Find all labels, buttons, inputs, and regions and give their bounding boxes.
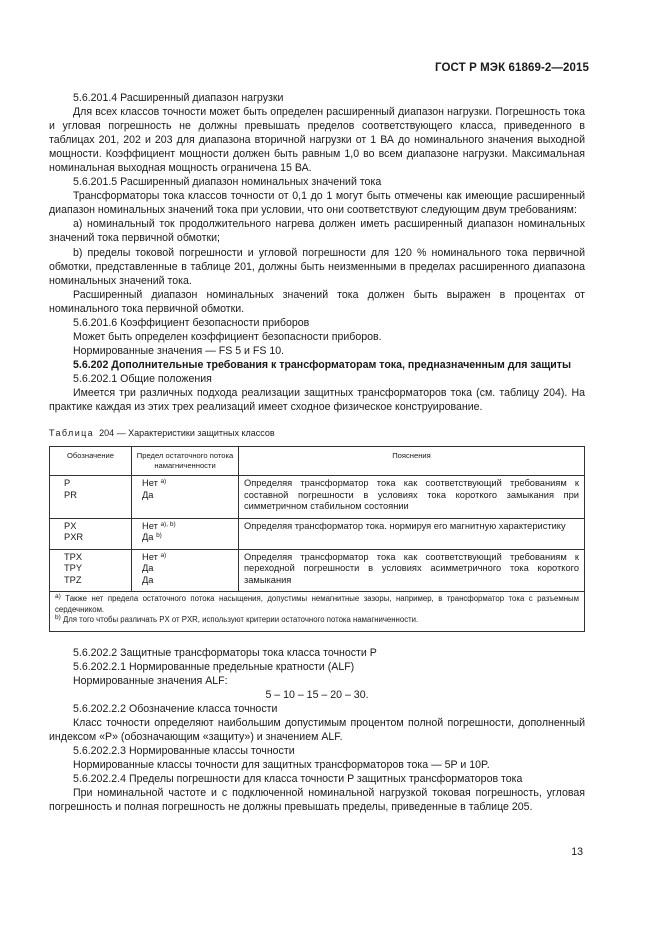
paragraph: a) номинальный ток продолжительного нагрева должен иметь расширенный диапазон номинальных значений тока первичной обмотки;: [49, 218, 585, 245]
designation-cell: [50, 476, 132, 519]
designation: TPY: [64, 563, 83, 574]
paragraph: Может быть определен коэффициент безопасности приборов.: [73, 330, 382, 343]
designation: PR: [64, 489, 77, 500]
table-footnotes-row: [50, 592, 585, 632]
paragraph: Для всех классов точности может быть определен расширенный диапазон нагрузки. Погрешность тока и угловая погрешность не должны превышать пределов соответствующего класса, приведенного в таблицах 201, 202 и 203 для диапазона вторичной нагрузки от 1 ВА до номинального значения выходной мощности. Коэффициент мощности должен быть равным 1,0 во всем диапазоне нагрузки. Максимальная номинальная выходная мощность ограничена 15 ВА.: [49, 106, 585, 175]
header-residual-flux-limit: Предел остаточного потока намагниченности: [132, 447, 239, 476]
paragraph: 5.6.202.2.1 Нормированные предельные кратности (ALF): [73, 660, 355, 673]
paragraph: 5.6.202.2.4 Пределы погрешности для класса точности P защитных трансформаторов тока: [73, 773, 523, 786]
table-footnotes: [50, 592, 585, 632]
footnote-ref: a): [160, 478, 167, 486]
paragraph: 5.6.201.5 Расширенный диапазон номинальных значений тока: [73, 176, 382, 189]
flux-limit: [142, 575, 233, 587]
footnote-mark: a): [55, 593, 61, 601]
flux-limit-value: Нет: [142, 478, 158, 489]
text-after-table: [49, 646, 585, 815]
footnote-text: Для того чтобы различать PX от PXR, используют критерии остаточного потока намагниченности.: [62, 615, 419, 625]
header-explanation: Пояснения: [239, 447, 585, 476]
paragraph: Нормированные значения ALF:: [73, 674, 228, 687]
flux-limit-cell: [132, 549, 239, 592]
flux-limit-value: Да: [142, 489, 154, 500]
paragraph: 5.6.202.2 Защитные трансформаторы тока класса точности P: [73, 646, 377, 659]
explanation-cell: Определяя трансформатор тока. нормируя его магнитную характеристику: [239, 518, 585, 549]
table-row: [50, 518, 585, 549]
table-header-row: [50, 447, 585, 476]
document-header: ГОСТ Р МЭК 61869-2—2015: [435, 62, 589, 74]
flux-limit: [142, 478, 233, 490]
flux-limit: [142, 563, 233, 575]
footnote: [55, 615, 579, 626]
paragraph: Нормированные классы точности для защитных трансформаторов тока — 5P и 10P.: [73, 759, 490, 771]
designation-cell: [50, 518, 132, 549]
flux-limit-value: Нет: [142, 520, 158, 531]
paragraph: Трансформаторы тока классов точности от 0,1 до 1 могут быть отмечены как имеющие расширенный диапазон номинальных значений тока при условии, что они соответствуют следующим двум требованиям:: [49, 190, 585, 217]
footnote-mark: b): [55, 614, 61, 622]
text-before-table: [49, 91, 585, 414]
flux-limit-value: Да: [142, 574, 154, 585]
flux-limit-value: Да: [142, 532, 154, 543]
paragraph: 5.6.201.4 Расширенный диапазон нагрузки: [73, 92, 284, 104]
footnote: [55, 594, 579, 615]
flux-limit-value: Да: [142, 563, 154, 574]
paragraph: b) пределы токовой погрешности и угловой погрешности для 120 % номинального тока первичной обмотки, представленные в таблице 201, должны быть неизменными в пределах расширенного диапазона номинальных значений тока.: [49, 246, 585, 287]
footnote-text: Также нет предела остаточного потока насыщения, допустимы немагнитные зазоры, например, в трансформатор тока с разъемным сердечником.: [55, 594, 580, 614]
flux-limit-cell: [132, 476, 239, 519]
table-row: [50, 476, 585, 519]
table-caption-label: Таблица: [49, 428, 95, 439]
paragraph: Имеется три различных подхода реализации защитных трансформаторов тока (см. таблицу 204). На практике каждая из этих трех реализаций имеет сходное физическое конструирование.: [49, 386, 585, 414]
designation-cell: [50, 549, 132, 592]
flux-limit-value: Нет: [142, 551, 158, 562]
table-caption: [49, 426, 585, 440]
designation: TPX: [64, 551, 83, 562]
designation: TPZ: [64, 574, 82, 585]
explanation-cell: Определяя трансформатор тока как соответствующий требованиям к составной погрешности в условиях тока короткого замыкания при симметричном стабильном состоянии: [239, 476, 585, 519]
protection-classes-table: [49, 446, 585, 632]
designation: PX: [64, 520, 77, 531]
designation: PXR: [64, 532, 84, 543]
page-number: 13: [571, 846, 583, 858]
flux-limit: [142, 490, 233, 502]
table-row: [50, 549, 585, 592]
paragraph: 5.6.202.2.2 Обозначение класса точности: [73, 702, 278, 715]
footnote-ref: a): [160, 551, 167, 559]
table-caption-text: 204 — Характеристики защитных классов: [99, 428, 275, 439]
paragraph: Класс точности определяют наибольшим допустимым процентом полной погрешности, дополненный индексом «P» (обозначающим «защиту») и значением ALF.: [49, 716, 585, 743]
footnote-ref: a), b): [160, 520, 176, 528]
footnote-ref: b): [156, 532, 162, 540]
paragraph: 5.6.202 Дополнительные требования к трансформаторам тока, предназначенным для защиты: [73, 358, 572, 371]
explanation-cell: Определяя трансформатор тока как соответствующий требованиям к переходной погрешности в условиях асимметричного тока короткого замыкания: [239, 549, 585, 592]
flux-limit: [142, 552, 233, 564]
paragraph: 5.6.202.2.3 Нормированные классы точности: [73, 744, 295, 757]
page-content: [49, 91, 585, 814]
paragraph: 5 – 10 – 15 – 20 – 30.: [265, 688, 369, 701]
paragraph: При номинальной частоте и с подключенной номинальной нагрузкой токовая погрешность, угловая погрешность и полная погрешность не должны превышать пределы, приведенные в таблице 205.: [49, 787, 585, 814]
flux-limit: [142, 532, 233, 544]
flux-limit-cell: [132, 518, 239, 549]
paragraph: 5.6.202.1 Общие положения: [73, 372, 212, 385]
flux-limit: [142, 521, 233, 533]
paragraph: 5.6.201.6 Коэффициент безопасности приборов: [73, 316, 310, 329]
paragraph: Нормированные значения — FS 5 и FS 10.: [73, 344, 285, 357]
designation: P: [64, 478, 71, 489]
paragraph: Расширенный диапазон номинальных значений тока должен быть выражен в процентах от номинального тока первичной обмотки.: [49, 288, 585, 315]
header-designation: Обозначение: [50, 447, 132, 476]
